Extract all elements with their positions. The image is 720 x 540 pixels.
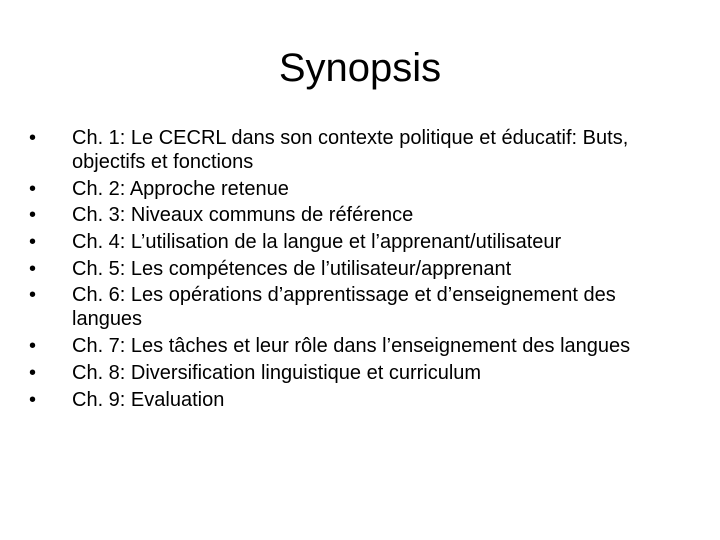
list-item — [26, 257, 686, 281]
list-item-text: Ch. 3: Niveaux communs de référence — [72, 204, 414, 227]
bullet-icon: • — [29, 388, 37, 411]
bullet-icon: • — [29, 257, 37, 280]
list-item-text: Ch. 5: Les compétences de l’utilisateur/apprenant — [72, 257, 512, 280]
list-item-text: Ch. 2: Approche retenue — [72, 177, 289, 200]
list-item — [26, 388, 686, 412]
bullet-icon: • — [29, 177, 37, 200]
list-item-text: Ch. 1: Le CECRL dans son contexte politique et éducatif: Buts, objectifs et fonctions — [72, 127, 629, 173]
list-item — [26, 126, 686, 174]
list-item — [26, 203, 686, 227]
list-item — [26, 230, 686, 254]
bullet-icon: • — [29, 204, 37, 227]
bullet-list — [26, 126, 686, 414]
list-item-text: Ch. 8: Diversification linguistique et curriculum — [72, 361, 482, 384]
bullet-icon: • — [29, 361, 37, 384]
list-item-text: Ch. 9: Evaluation — [72, 388, 225, 411]
list-item — [26, 177, 686, 201]
slide-title: Synopsis — [278, 46, 442, 90]
bullet-icon: • — [29, 284, 37, 307]
bullet-icon: • — [29, 231, 37, 254]
list-item-text: Ch. 4: L’utilisation de la langue et l’apprenant/utilisateur — [72, 231, 562, 254]
bullet-icon: • — [29, 335, 37, 358]
list-item-text: Ch. 6: Les opérations d’apprentissage et d’enseignement des langues — [72, 284, 616, 331]
list-item — [26, 283, 686, 331]
bullet-icon: • — [29, 127, 37, 149]
list-item — [26, 361, 686, 385]
list-item — [26, 334, 686, 358]
list-item-text: Ch. 7: Les tâches et leur rôle dans l’enseignement des langues — [72, 335, 631, 358]
